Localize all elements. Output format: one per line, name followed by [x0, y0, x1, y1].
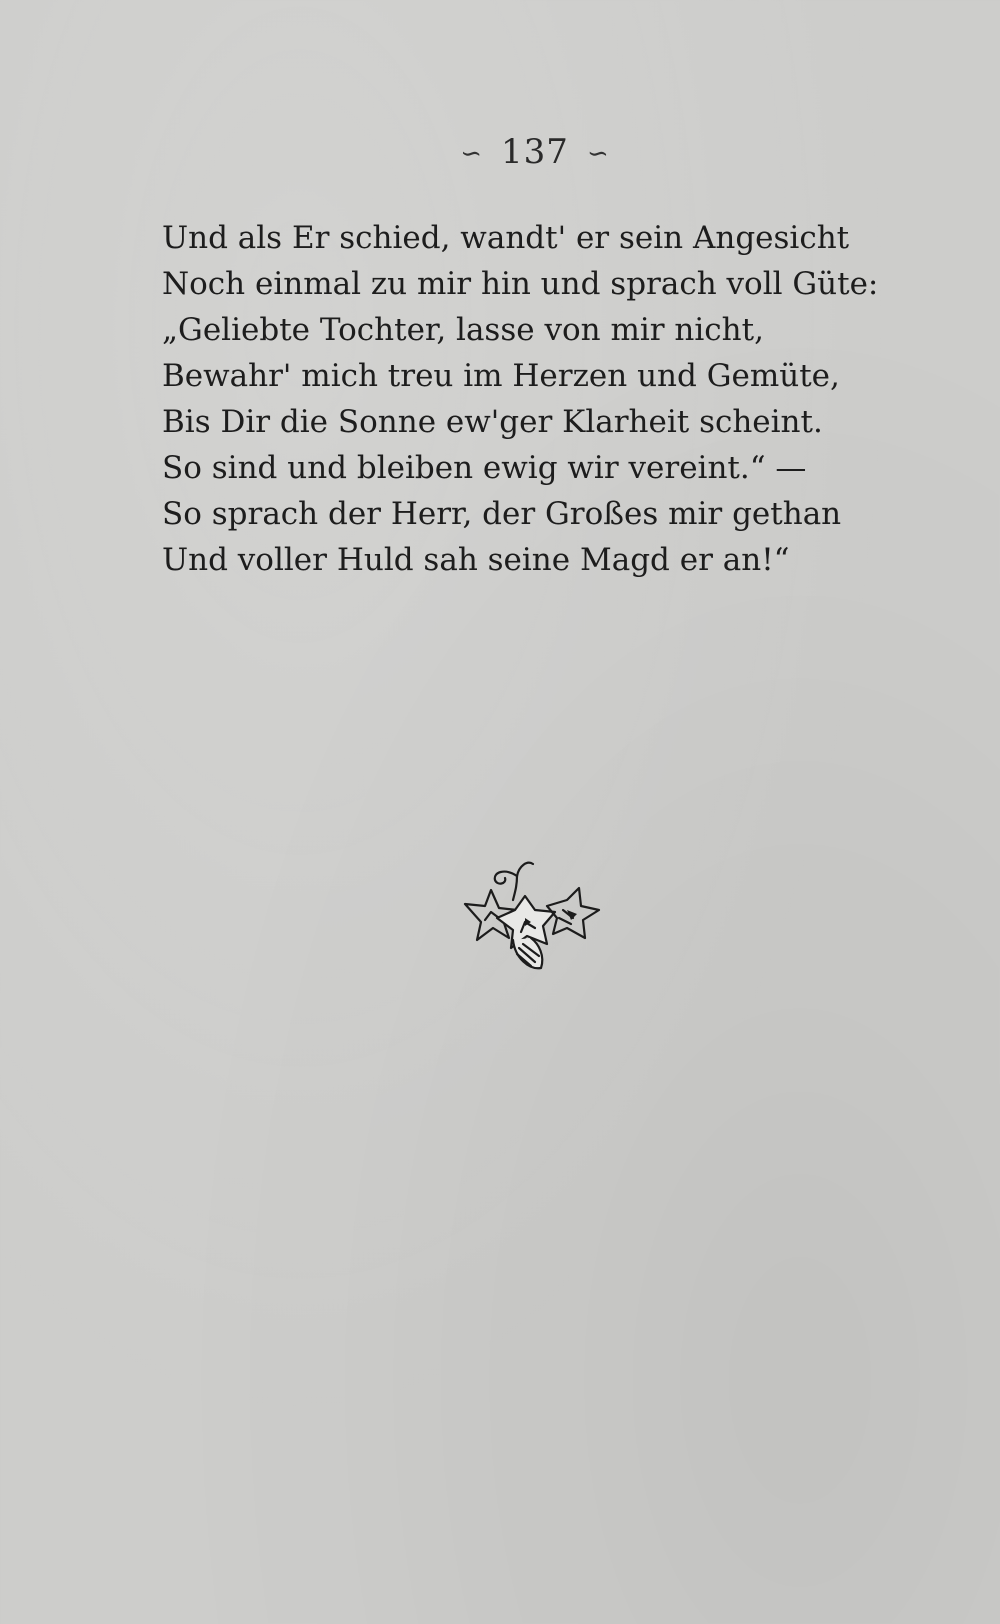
poem-line: Und als Er schied, wandt' er sein Angesicht	[162, 220, 850, 256]
right-flourish-icon: ∽	[586, 139, 610, 169]
poem-line: So sind und bleiben ewig wir vereint.“ —	[162, 450, 807, 486]
poem-line: „Geliebte Tochter, lasse von mir nicht,	[162, 312, 764, 348]
left-flourish-icon: ∽	[460, 139, 484, 169]
poem-line: Und voller Huld sah seine Magd er an!“	[162, 542, 790, 578]
poem-line: Bewahr' mich treu im Herzen und Gemüte,	[162, 358, 840, 394]
poem-line: So sprach der Herr, der Großes mir gethan	[162, 496, 842, 532]
page-header	[0, 132, 1000, 172]
poem-line: Noch einmal zu mir hin und sprach voll Güte:	[162, 266, 879, 302]
page-number: 137	[501, 132, 569, 172]
poem-line: Bis Dir die Sonne ew'ger Klarheit scheint.	[162, 404, 823, 440]
poem-stanza	[162, 215, 882, 583]
flower-vignette-icon	[455, 848, 605, 978]
